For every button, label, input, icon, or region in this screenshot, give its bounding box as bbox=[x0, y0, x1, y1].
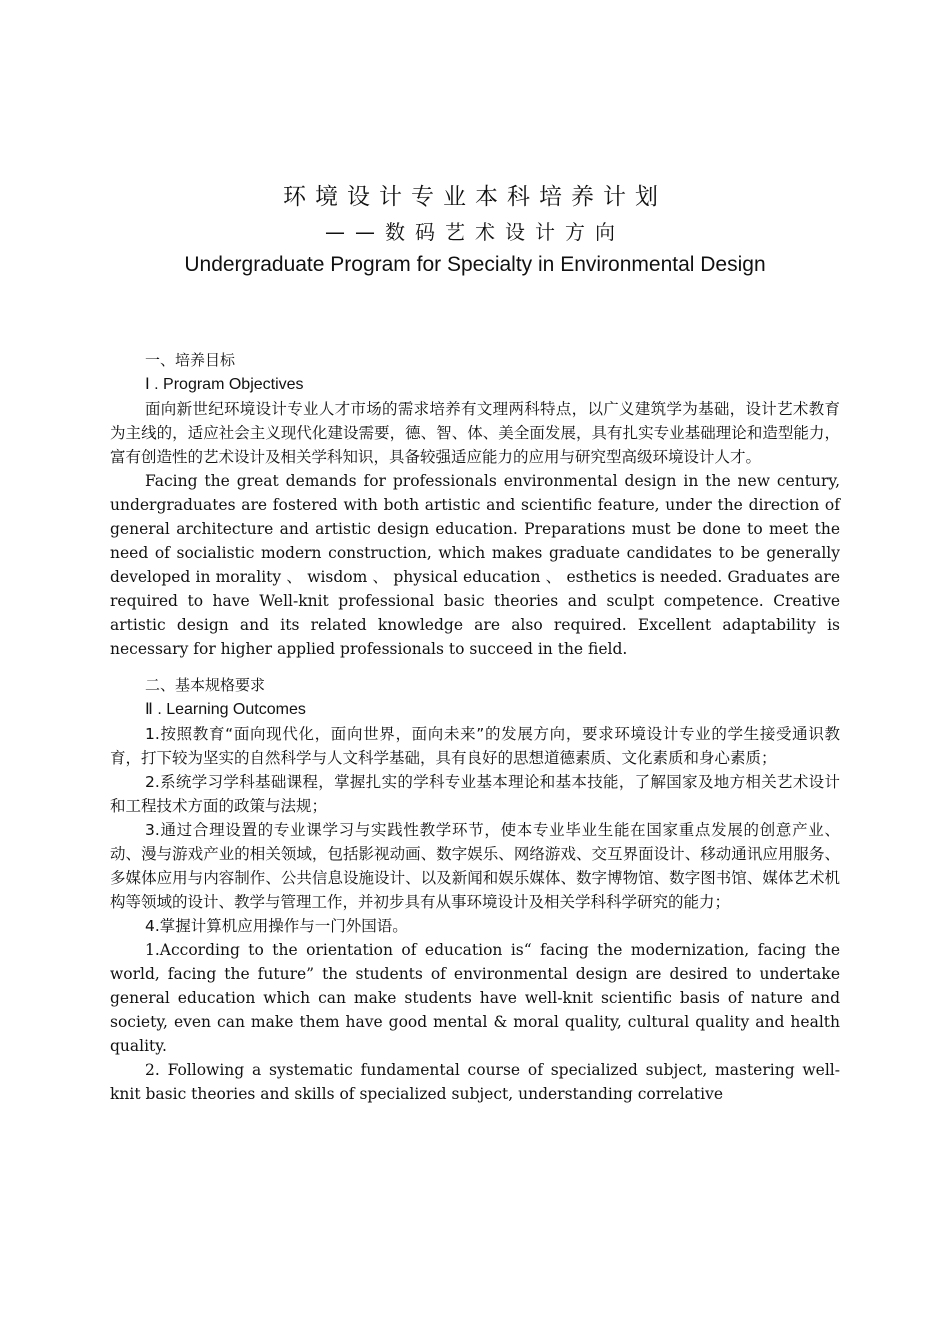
section1-heading-zh: 一、培养目标 bbox=[145, 351, 236, 369]
document-body bbox=[110, 348, 840, 1106]
section-spacer bbox=[110, 661, 840, 673]
section1-heading-en: Ⅰ . Program Objectives bbox=[145, 376, 304, 393]
section1-paragraph-zh: 面向新世纪环境设计专业人才市场的需求培养有文理两科特点，以广义建筑学为基础，设计艺术教育为主线的，适应社会主义现代化建设需要，德、智、体、美全面发展，具有扎实专业基础理论和造型能力，富有创造性的艺术设计及相关学科知识，具备较强适应能力的应用与研究型高级环境设计人才。 bbox=[110, 400, 840, 466]
outcome-item-4-zh: 4.掌握计算机应用操作与一门外国语。 bbox=[145, 917, 408, 935]
outcome-item-3-zh: 3.通过合理设置的专业课学习与实践性教学环节，使本专业毕业生能在国家重点发展的创意产业、动、漫与游戏产业的相关领域，包括影视动画、数字娱乐、网络游戏、交互界面设计、移动通讯应用服务、多媒体应用与内容制作、公共信息设施设计、以及新闻和娱乐媒体、数字博物馆、数字图书馆、媒体艺术机构等领域的设计、教学与管理工作，并初步具有从事环境设计及相关学科科学研究的能力； bbox=[110, 821, 840, 911]
outcome-item-1-en: 1.According to the orientation of education is“ facing the modernization, facing the world, facing the future” the students of environmental design are desired to undertake general education which can make students have well-knit scientific basis of nature and society, even can make them have good mental & moral quality, cultural quality and health quality. bbox=[110, 941, 840, 1055]
outcome-item-1-zh: 1.按照教育“面向现代化，面向世界，面向未来”的发展方向，要求环境设计专业的学生接受通识教育，打下较为坚实的自然科学与人文科学基础，具有良好的思想道德素质、文化素质和身心素质； bbox=[110, 725, 840, 767]
page-subtitle: ——数码艺术设计方向 bbox=[325, 220, 625, 244]
outcome-item-2-zh: 2.系统学习学科基础课程，掌握扎实的学科专业基本理论和基本技能，了解国家及地方相关艺术设计和工程技术方面的政策与法规； bbox=[110, 773, 840, 815]
page-title: 环境设计专业本科培养计划 bbox=[283, 184, 667, 210]
outcome-item-2-en: 2. Following a systematic fundamental course of specialized subject, mastering well-knit basic theories and skills of specialized subject, understanding correlative bbox=[110, 1061, 840, 1103]
page-title-english: Undergraduate Program for Specialty in Environmental Design bbox=[184, 253, 766, 276]
section2-heading-en: Ⅱ . Learning Outcomes bbox=[145, 701, 306, 718]
section2-heading-zh: 二、基本规格要求 bbox=[145, 676, 266, 694]
section1-paragraph-en: Facing the great demands for professionals environmental design in the new century, undergraduates are fostered with both artistic and scientific feature, under the direction of general architecture and artistic design education. Preparations must be done to meet the need of socialistic modern construction, which makes graduate candidates to be generally developed in morality 、 wisdom 、 physical education 、 esthetics is needed. Graduates are required to have Well-knit professional basic theories and sculpt competence. Creative artistic design and its related knowledge are also required. Excellent adaptability is necessary for higher applied professionals to succeed in the field. bbox=[110, 472, 840, 658]
